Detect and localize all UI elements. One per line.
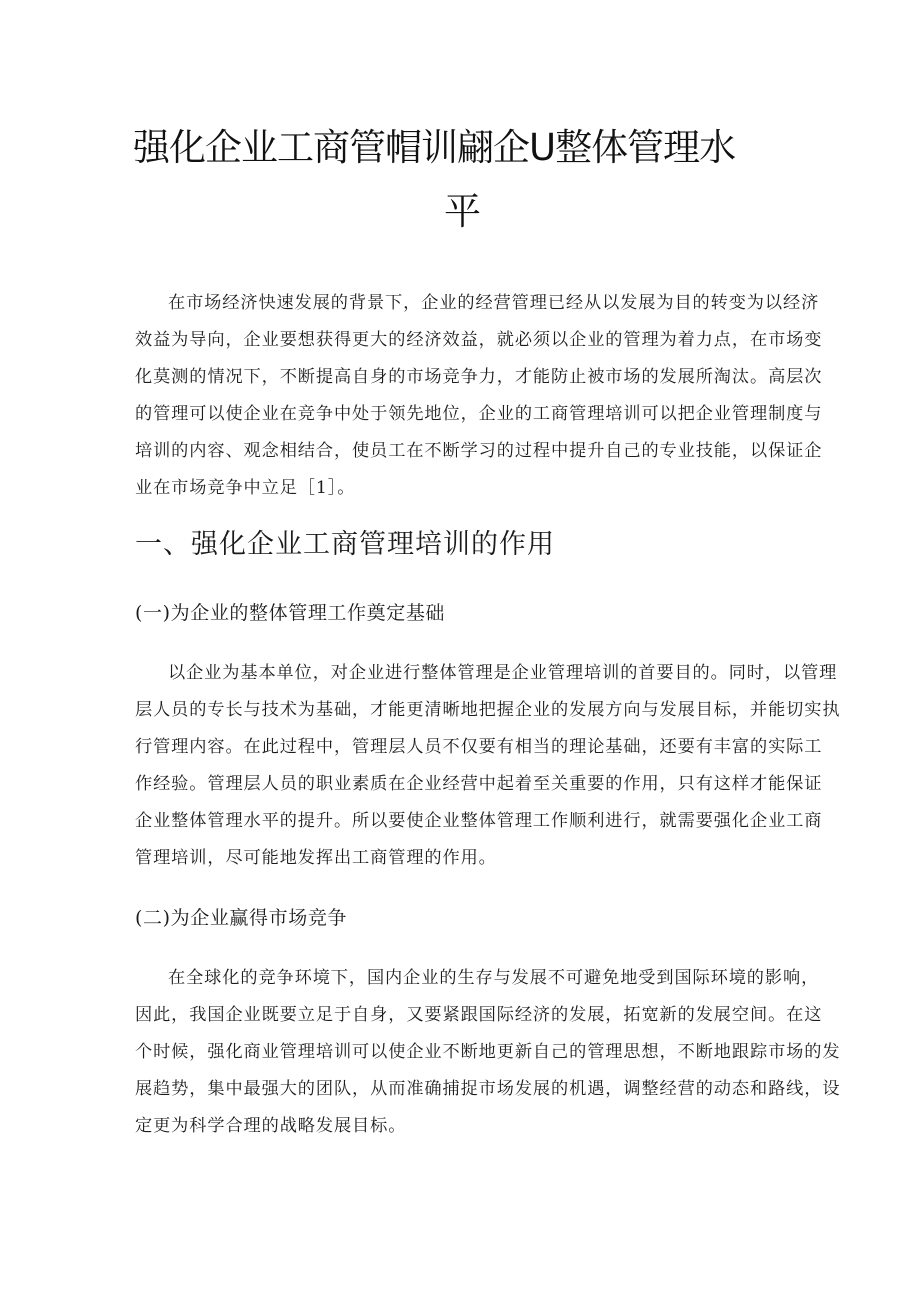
paragraph-line: 业在市场竞争中立足［1］。	[135, 478, 356, 498]
paragraph-line: 因此，我国企业既要立足于自身，又要紧跟国际经济的发展，拓宽新的发展空间。在这	[135, 1005, 823, 1025]
paragraph-line: 化莫测的情况下，不断提高自身的市场竞争力，才能防止被市场的发展所淘汰。高层次	[135, 367, 823, 387]
paragraph-line: 展趋势，集中最强大的团队，从而准确捕捉市场发展的机遇，调整经营的动态和路线，设	[135, 1079, 841, 1099]
paragraph-line: 在市场经济快速发展的背景下，企业的经营管理已经从以发展为目的转变为以经济	[168, 293, 820, 313]
paragraph-line: 行管理内容。在此过程中，管理层人员不仅要有相当的理论基础，还要有丰富的实际工	[135, 737, 823, 757]
paragraph-line: 培训的内容、观念相结合，使员工在不断学习的过程中提升自己的专业技能，以保证企	[135, 441, 823, 461]
paragraph-line: 管理培训，尽可能地发挥出工商管理的作用。	[135, 848, 497, 868]
document-title-line-2: 平	[444, 190, 480, 233]
subsection-heading-1: (一)为企业的整体管理工作奠定基础	[135, 602, 446, 624]
paragraph-line: 效益为导向，企业要想获得更大的经济效益，就必须以企业的管理为着力点，在市场变	[135, 330, 823, 350]
section-heading-1: 一、强化企业工商管理培训的作用	[135, 529, 555, 560]
paragraph-line: 作经验。管理层人员的职业素质在企业经营中起着至关重要的作用，只有这样才能保证	[135, 774, 823, 794]
paragraph-line: 个时候，强化商业管理培训可以使企业不断地更新自己的管理思想，不断地跟踪市场的发	[135, 1042, 841, 1062]
paragraph-line: 的管理可以使企业在竞争中处于领先地位，企业的工商管理培训可以把企业管理制度与	[135, 404, 823, 424]
subsection-heading-2: (二)为企业赢得市场竞争	[135, 907, 348, 929]
paragraph-line: 层人员的专长与技术为基础，才能更清晰地把握企业的发展方向与发展目标，并能切实执	[135, 700, 841, 720]
paragraph-line: 以企业为基本单位，对企业进行整体管理是企业管理培训的首要目的。同时，以管理	[168, 663, 838, 683]
paragraph-line: 在全球化的竞争环境下，国内企业的生存与发展不可避免地受到国际环境的影响，	[168, 968, 820, 988]
document-title-line-1: 强化企业工商管帽训翩企U整体管理水	[133, 126, 736, 169]
paragraph-line: 定更为科学合理的战略发展目标。	[135, 1116, 407, 1136]
paragraph-line: 企业整体管理水平的提升。所以要使企业整体管理工作顺利进行，就需要强化企业工商	[135, 811, 823, 831]
